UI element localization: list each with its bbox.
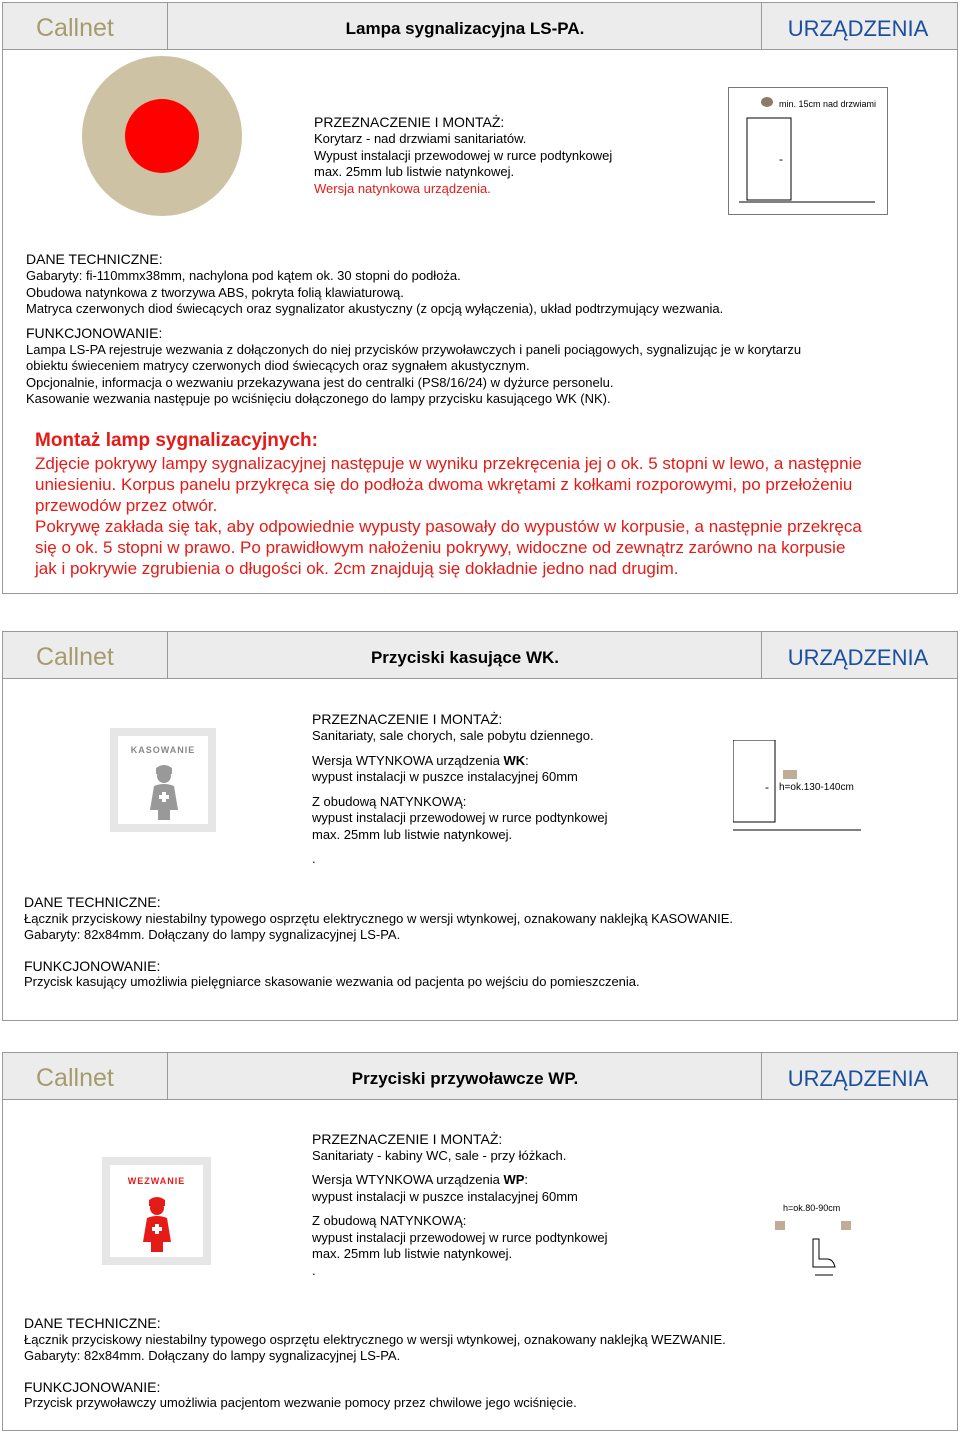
func-heading: FUNKCJONOWANIE:	[24, 1378, 161, 1395]
surface-heading: Z obudową NATYNKOWĄ:	[312, 1213, 467, 1228]
nurse-icon	[141, 1194, 173, 1252]
version-detail: wypust instalacji w puszce instalacyjnej 60mm	[312, 769, 578, 784]
lamp-matrix	[125, 99, 199, 173]
tech-line: Obudowa natynkowa z tworzywa ABS, pokryta folią klawiaturową.	[26, 284, 404, 300]
surface-heading: Z obudową NATYNKOWĄ:	[312, 793, 467, 809]
tech-line: Gabaryty: fi-110mmx38mm, nachylona pod kątem ok. 30 stopni do podłoża.	[26, 268, 461, 283]
diagram-label: min. 15cm nad drzwiami	[779, 99, 877, 109]
section-header	[3, 3, 957, 50]
dot: .	[312, 851, 316, 866]
tech-line: Gabaryty: 82x84mm. Dołączany do lampy sygnalizacyjnej LS-PA.	[24, 927, 401, 942]
purpose-line: max. 25mm lub listwie natynkowej.	[314, 164, 515, 179]
category-label: URZĄDZENIA	[787, 645, 929, 670]
surface-line: max. 25mm lub listwie natynkowej.	[312, 826, 513, 842]
func-line: Opcjonalnie, informacja o wezwaniu przekazywana jest do centralki (PS8/16/24) w dyżurce personelu.	[26, 374, 614, 390]
version-code: WK	[503, 752, 526, 768]
sticker-label: WEZWANIE	[127, 1176, 186, 1186]
func-line: Lampa LS-PA rejestruje wezwania z dołączonych do niej przycisków przywoławczych i paneli pociągowych, sygnalizując je w korytarzu	[26, 341, 802, 357]
version-prefix: Wersja WTYNKOWA urządzenia	[312, 752, 504, 768]
mount-line: jak i pokrywie zgrubienia o długości ok. 2cm znajdują się dokładnie jedno nad drugim.	[35, 559, 679, 578]
func-line: Przycisk przywoławczy umożliwia pacjentom wezwanie pomocy przez chwilowe jego wciśnięcie.	[24, 1395, 577, 1410]
diagram-label: h=ok.130-140cm	[779, 782, 854, 793]
tech-line: Łącznik przyciskowy niestabilny typowego osprzętu elektrycznego w wersji wtynkowej, oznakowany naklejką WEZWANIE.	[24, 1331, 726, 1347]
mount-line: przewodów przez otwór.	[35, 496, 218, 515]
tech-heading: DANE TECHNICZNE:	[24, 1315, 161, 1331]
tech-line: Łącznik przyciskowy niestabilny typowego osprzętu elektrycznego w wersji wtynkowej, oznakowany naklejką KASOWANIE.	[24, 910, 734, 926]
kasowanie-sticker	[110, 728, 216, 832]
purpose-heading: PRZEZNACZENIE I MONTAŻ:	[314, 114, 505, 130]
version-line	[312, 1172, 712, 1189]
version-suffix: :	[525, 752, 529, 768]
section-header	[3, 1053, 957, 1100]
purpose-block	[312, 1131, 712, 1279]
purpose-heading: PRZEZNACZENIE I MONTAŻ:	[312, 1131, 503, 1147]
tech-heading: DANE TECHNICZNE:	[24, 894, 161, 910]
tech-block	[26, 250, 946, 408]
mount-line: się o ok. 5 stopni w prawo. Po prawidłowym nałożeniu pokrywy, widoczne od zewnątrz zarówno na korpusie	[35, 538, 846, 557]
func-line: Kasowanie wezwania następuje po wciśnięciu dołączonego do lampy przycisku kasującego WK (NK).	[26, 391, 611, 406]
mount-line: Zdjęcie pokrywy lampy sygnalizacyjnej następuje w wyniku przekręcenia jej o ok. 5 stopni w lewo, a następnie	[35, 454, 862, 473]
brand-logo: Callnet	[3, 3, 168, 49]
version-suffix: :	[524, 1172, 529, 1187]
mount-line: uniesieniu. Korpus panelu przykręca się do podłoża dwoma wkrętami z kołkami rozporowymi, po przełożeniu	[35, 475, 853, 494]
purpose-block	[312, 710, 712, 868]
mount-block	[35, 429, 950, 579]
version-prefix: Wersja WTYNKOWA urządzenia	[312, 1172, 504, 1187]
section-title: Przyciski kasujące WK.	[169, 632, 762, 678]
category-label: URZĄDZENIA	[787, 1066, 929, 1091]
version-line	[312, 753, 712, 770]
func-heading: FUNKCJONOWANIE:	[24, 957, 161, 974]
purpose-line: Wypust instalacji przewodowej w rurce podtynkowej	[314, 147, 613, 163]
surface-line: wypust instalacji przewodowej w rurce podtynkowej	[312, 1229, 608, 1245]
func-line: Przycisk kasujący umożliwia pielęgniarce skasowanie wezwania od pacjenta po wejściu do pomieszczenia.	[24, 974, 640, 989]
section-lampa	[2, 2, 958, 594]
purpose-block	[314, 113, 694, 197]
mount-line: Pokrywę zakłada się tak, aby odpowiednie wypusty pasowały do wypustów w korpusie, a następnie przekręca	[35, 517, 862, 536]
diagram-label: h=ok.80-90cm	[783, 1203, 841, 1213]
version-code: WP	[503, 1172, 525, 1187]
brand-logo: Callnet	[3, 632, 168, 678]
mount-heading: Montaż lamp sygnalizacyjnych:	[35, 430, 318, 451]
section-header	[3, 632, 957, 679]
tech-block	[24, 1315, 944, 1412]
nurse-icon	[148, 762, 180, 820]
tech-heading: DANE TECHNICZNE:	[26, 251, 163, 267]
purpose-line: Sanitariaty, sale chorych, sale pobytu dziennego.	[312, 728, 594, 743]
func-line: obiektu świeceniem matrycy czerwonych diod świecących oraz sygnałem akustycznym.	[26, 358, 530, 373]
lamp-image	[81, 55, 243, 217]
section-title: Lampa sygnalizacyjna LS-PA.	[169, 3, 762, 49]
purpose-heading: PRZEZNACZENIE I MONTAŻ:	[312, 711, 503, 727]
surface-line: wypust instalacji przewodowej w rurce podtynkowej	[312, 810, 608, 825]
purpose-line: Sanitariaty - kabiny WC, sale - przy łóżkach.	[312, 1147, 567, 1163]
brand-logo: Callnet	[3, 1053, 168, 1099]
version-detail: wypust instalacji w puszce instalacyjnej 60mm	[312, 1188, 578, 1204]
wezwanie-sticker	[102, 1157, 211, 1265]
mounting-diagram	[728, 87, 888, 215]
section-wp	[2, 1052, 958, 1431]
section-wk	[2, 631, 958, 1021]
tech-line: Matryca czerwonych diod świecących oraz sygnalizator akustyczny (z opcją wyłączenia), układ podtrzymujący wezwania.	[26, 301, 724, 316]
mounting-diagram	[773, 1215, 873, 1281]
tech-block	[24, 894, 944, 991]
diagram-dash: -	[765, 780, 769, 794]
dot: .	[312, 1262, 316, 1278]
sticker-label: KASOWANIE	[130, 745, 196, 755]
purpose-line: Korytarz - nad drzwiami sanitariatów.	[314, 131, 527, 146]
category-label: URZĄDZENIA	[787, 16, 929, 41]
func-heading: FUNKCJONOWANIE:	[26, 324, 163, 341]
purpose-version-note: Wersja natynkowa urządzenia.	[314, 180, 491, 196]
tech-line: Gabaryty: 82x84mm. Dołączany do lampy sygnalizacyjnej LS-PA.	[24, 1348, 401, 1363]
section-title: Przyciski przywoławcze WP.	[169, 1053, 762, 1099]
diagram-dash: -	[779, 152, 783, 166]
surface-line: max. 25mm lub listwie natynkowej.	[312, 1246, 513, 1261]
